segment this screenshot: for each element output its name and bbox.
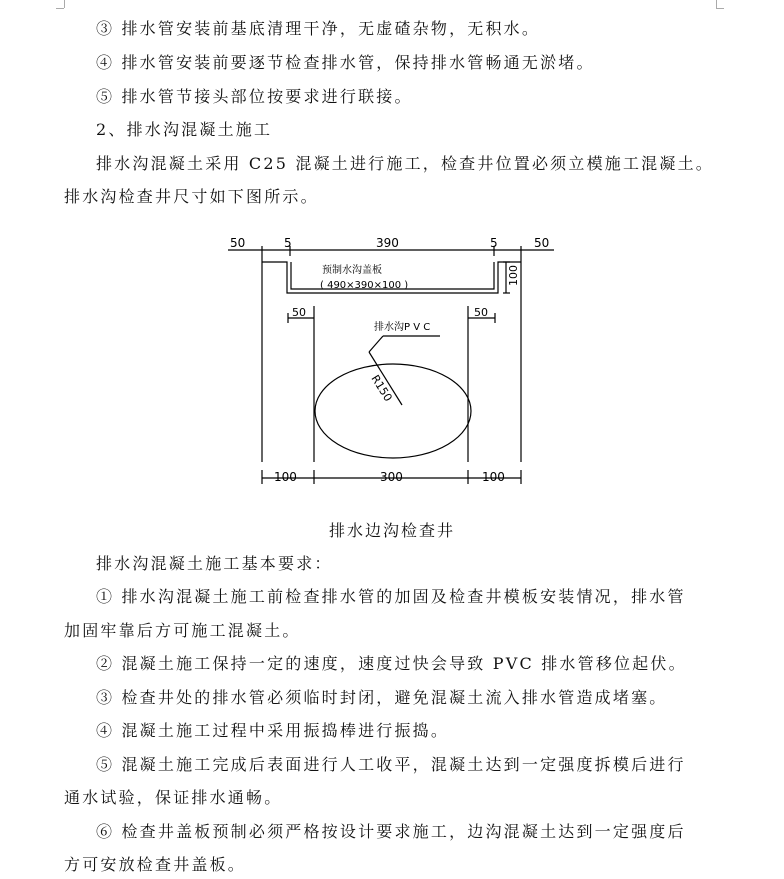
side-dim-left: 50	[292, 306, 306, 319]
paragraph-line: ⑥ 检查井盖板预制必须严格按设计要求施工，边沟混凝土达到一定强度后	[96, 822, 686, 841]
dim-label: 50	[230, 236, 246, 250]
paragraph-line: 加固牢靠后方可施工混凝土。	[64, 621, 301, 640]
paragraph-line: 排水沟混凝土施工基本要求：	[96, 554, 333, 573]
paragraph-line: ① 排水沟混凝土施工前检查排水管的加固及检查井模板安装情况，排水管	[96, 587, 686, 606]
dim-label: 300	[380, 470, 403, 484]
paragraph-line: ⑤ 混凝土施工完成后表面进行人工收平，混凝土达到一定强度拆模后进行	[96, 755, 686, 774]
paragraph-line: ④ 混凝土施工过程中采用振捣棒进行振捣。	[96, 721, 450, 740]
dim-label: 100	[274, 470, 297, 484]
cover-thickness: 100	[507, 265, 520, 286]
section-heading: 2、排水沟混凝土施工	[96, 120, 273, 139]
side-dim-right: 50	[474, 306, 488, 319]
paragraph-line: 通水试验，保证排水通畅。	[64, 788, 283, 807]
dim-label: 50	[534, 236, 550, 250]
dim-label: 390	[376, 236, 399, 250]
paragraph-line: ③ 检查井处的排水管必须临时封闭，避免混凝土流入排水管造成堵塞。	[96, 688, 668, 707]
figure-caption: 排水边沟检查井	[328, 521, 455, 540]
paragraph-line: ⑤ 排水管节接头部位按要求进行联接。	[96, 87, 413, 106]
dim-label: 5	[490, 236, 498, 250]
cover-size: ( 490×390×100 )	[320, 280, 409, 291]
paragraph-line: ④ 排水管安装前要逐节检查排水管，保持排水管畅通无淤堵。	[96, 53, 595, 72]
radius-label: R150	[368, 372, 395, 404]
paragraph-line: 方可安放检查井盖板。	[64, 855, 247, 874]
dim-label: 100	[482, 470, 505, 484]
paragraph-line: ② 混凝土施工保持一定的速度，速度过快会导致 PVC 排水管移位起伏。	[96, 654, 687, 673]
dim-label: 5	[284, 236, 292, 250]
paragraph-line: ③ 排水管安装前基底清理干净，无虚碴杂物，无积水。	[96, 19, 541, 38]
cover-label: 预制水沟盖板	[322, 265, 382, 276]
paragraph-line: 排水沟混凝土采用 C25 混凝土进行施工，检查井位置必须立模施工混凝土。	[96, 154, 714, 173]
paragraph-line: 排水沟检查井尺寸如下图所示。	[64, 187, 319, 206]
pipe-label: 排水沟P V C	[374, 322, 431, 333]
